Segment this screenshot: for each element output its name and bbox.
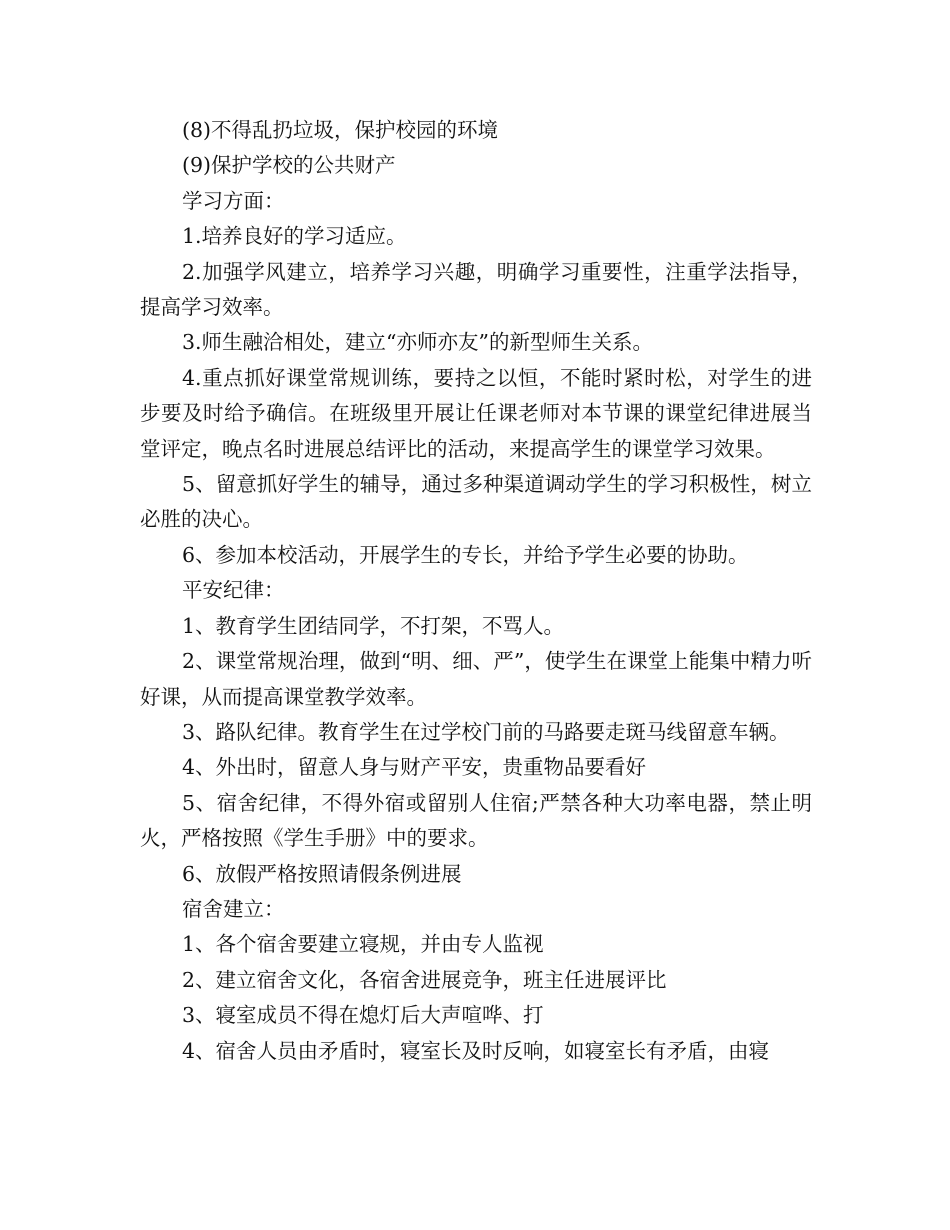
paragraph-safety-3: 3、路队纪律。教育学生在过学校门前的马路要走斑马线留意车辆。	[182, 719, 790, 744]
paragraph-dorm-3: 3、寝室成员不得在熄灯后大声喧哗、打	[182, 1003, 544, 1028]
section-heading-dormitory: 宿舍建立：	[182, 896, 285, 921]
paragraph-safety-5: 5、宿舍纪律，不得外宿或留别人住宿;严禁各种大功率电器，禁止明火，严格按照《学生手册》中的要求。	[140, 790, 812, 851]
section-heading-safety: 平安纪律：	[182, 578, 285, 603]
paragraph-safety-4: 4、外出时，留意人身与财产平安，贵重物品要看好	[182, 755, 647, 780]
paragraph-study-5: 5、留意抓好学生的辅导，通过多种渠道调动学生的学习积极性，树立必胜的决心。	[140, 472, 812, 532]
paragraph-safety-2: 2、课堂常规治理，做到“明、细、严”，使学生在课堂上能集中精力听好课，从而提高课堂教学效率。	[140, 649, 812, 709]
paragraph-safety-6: 6、放假严格按照请假条例进展	[182, 861, 462, 886]
paragraph-safety-1: 1、教育学生团结同学，不打架，不骂人。	[182, 613, 565, 638]
paragraph-rule-8: (8)不得乱扔垃圾，保护校园的环境	[182, 118, 499, 142]
paragraph-dorm-4: 4、宿舍人员由矛盾时，寝室长及时反响，如寝室长有矛盾，由寝	[182, 1038, 770, 1063]
paragraph-study-3: 3.师生融洽相处，建立“亦师亦友”的新型师生关系。	[182, 330, 654, 355]
paragraph-study-1: 1.培养良好的学习适应。	[182, 224, 407, 249]
paragraph-study-6: 6、参加本校活动，开展学生的专长，并给予学生必要的协助。	[182, 542, 749, 567]
paragraph-study-4: 4.重点抓好课堂常规训练，要持之以恒，不能时紧时松，对学生的进步要及时给予确信。在班级里开展让任课老师对本节课的课堂纪律进展当堂评定，晚点名时进展总结评比的活动，来提高学生的课堂学习效果。	[140, 365, 812, 461]
document-body	[140, 113, 812, 1069]
paragraph-dorm-1: 1、各个宿舍要建立寝规，并由专人监视	[182, 932, 544, 957]
paragraph-rule-9: (9)保护学校的公共财产	[182, 153, 396, 178]
section-heading-study: 学习方面：	[182, 188, 285, 213]
paragraph-dorm-2: 2、建立宿舍文化，各宿舍进展竞争，班主任进展评比	[182, 967, 667, 992]
paragraph-study-2: 2.加强学风建立，培养学习兴趣，明确学习重要性，注重学法指导，提高学习效率。	[140, 259, 812, 320]
